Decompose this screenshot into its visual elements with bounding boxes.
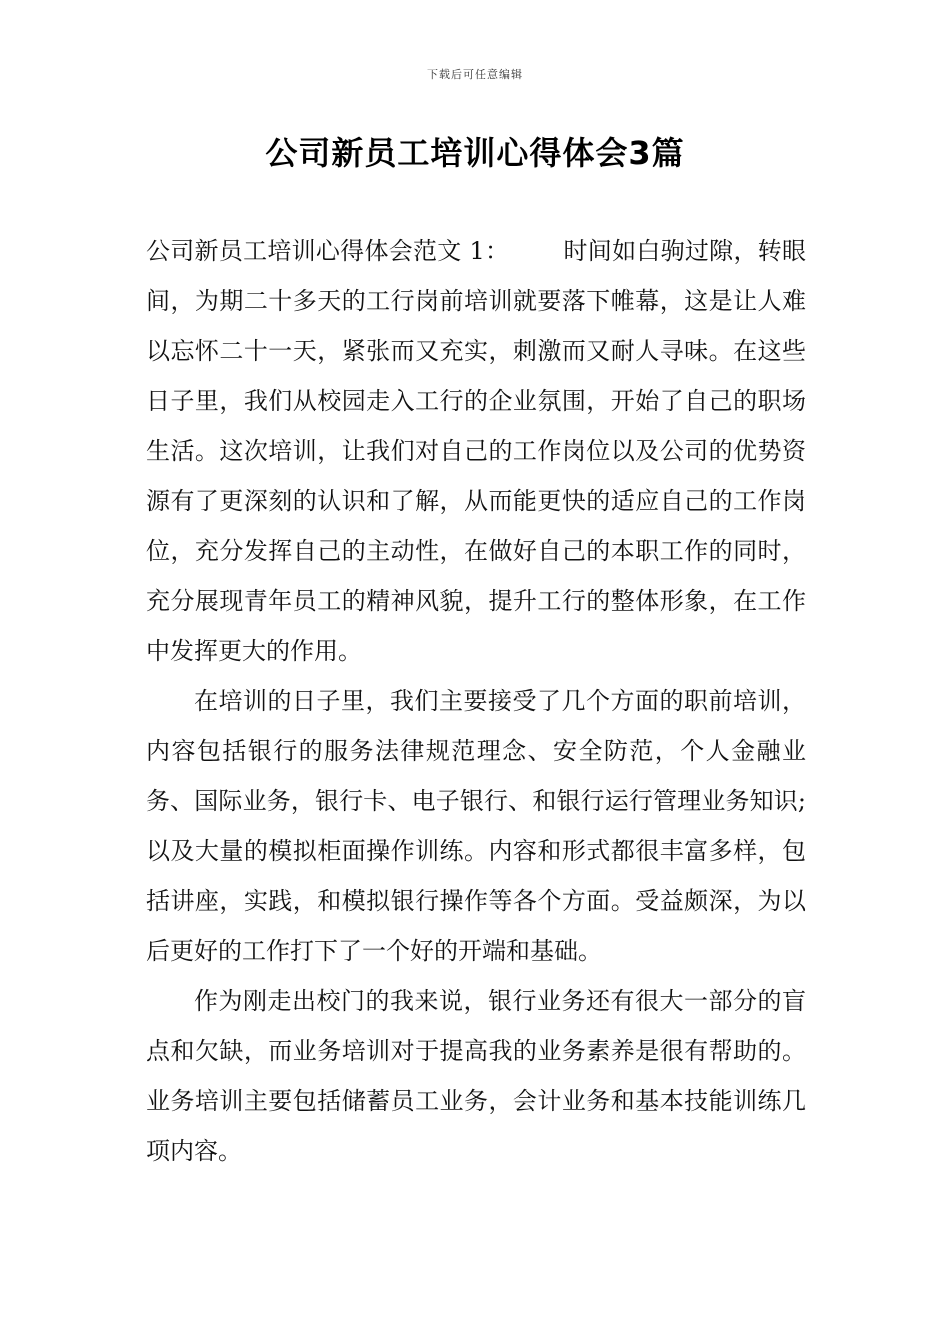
intro-label: 公司新员工培训心得体会范文 1： <box>146 237 510 265</box>
document-title: 公司新员工培训心得体会3篇 <box>265 134 685 172</box>
header-note: 下载后可任意编辑 <box>427 68 523 81</box>
paragraph-1 <box>146 226 806 676</box>
document-body <box>146 226 806 1176</box>
paragraph-3: 作为刚走出校门的我来说，银行业务还有很大一部分的盲点和欠缺，而业务培训对于提高我的业务素养是很有帮助的。业务培训主要包括储蓄员工业务，会计业务和基本技能训练几项内容。 <box>146 987 806 1165</box>
paragraph-1-text: 时间如白驹过隙，转眼间，为期二十多天的工行岗前培训就要落下帷幕，这是让人难以忘怀二十一天，紧张而又充实，刺激而又耐人寻味。在这些日子里，我们从校园走入工行的企业氛围，开始了自己的职场生活。这次培训，让我们对自己的工作岗位以及公司的优势资源有了更深刻的认识和了解，从而能更快的适应自己的工作岗位，充分发挥自己的主动性，在做好自己的本职工作的同时，充分展现青年员工的精神风貌，提升工行的整体形象，在工作中发挥更大的作用。 <box>146 237 806 665</box>
paragraph-2: 在培训的日子里，我们主要接受了几个方面的职前培训，内容包括银行的服务法律规范理念、安全防范，个人金融业务、国际业务，银行卡、电子银行、和银行运行管理业务知识;以及大量的模拟柜面操作训练。内容和形式都很丰富多样，包括讲座，实践，和模拟银行操作等各个方面。受益颇深，为以后更好的工作打下了一个好的开端和基础。 <box>146 687 806 965</box>
